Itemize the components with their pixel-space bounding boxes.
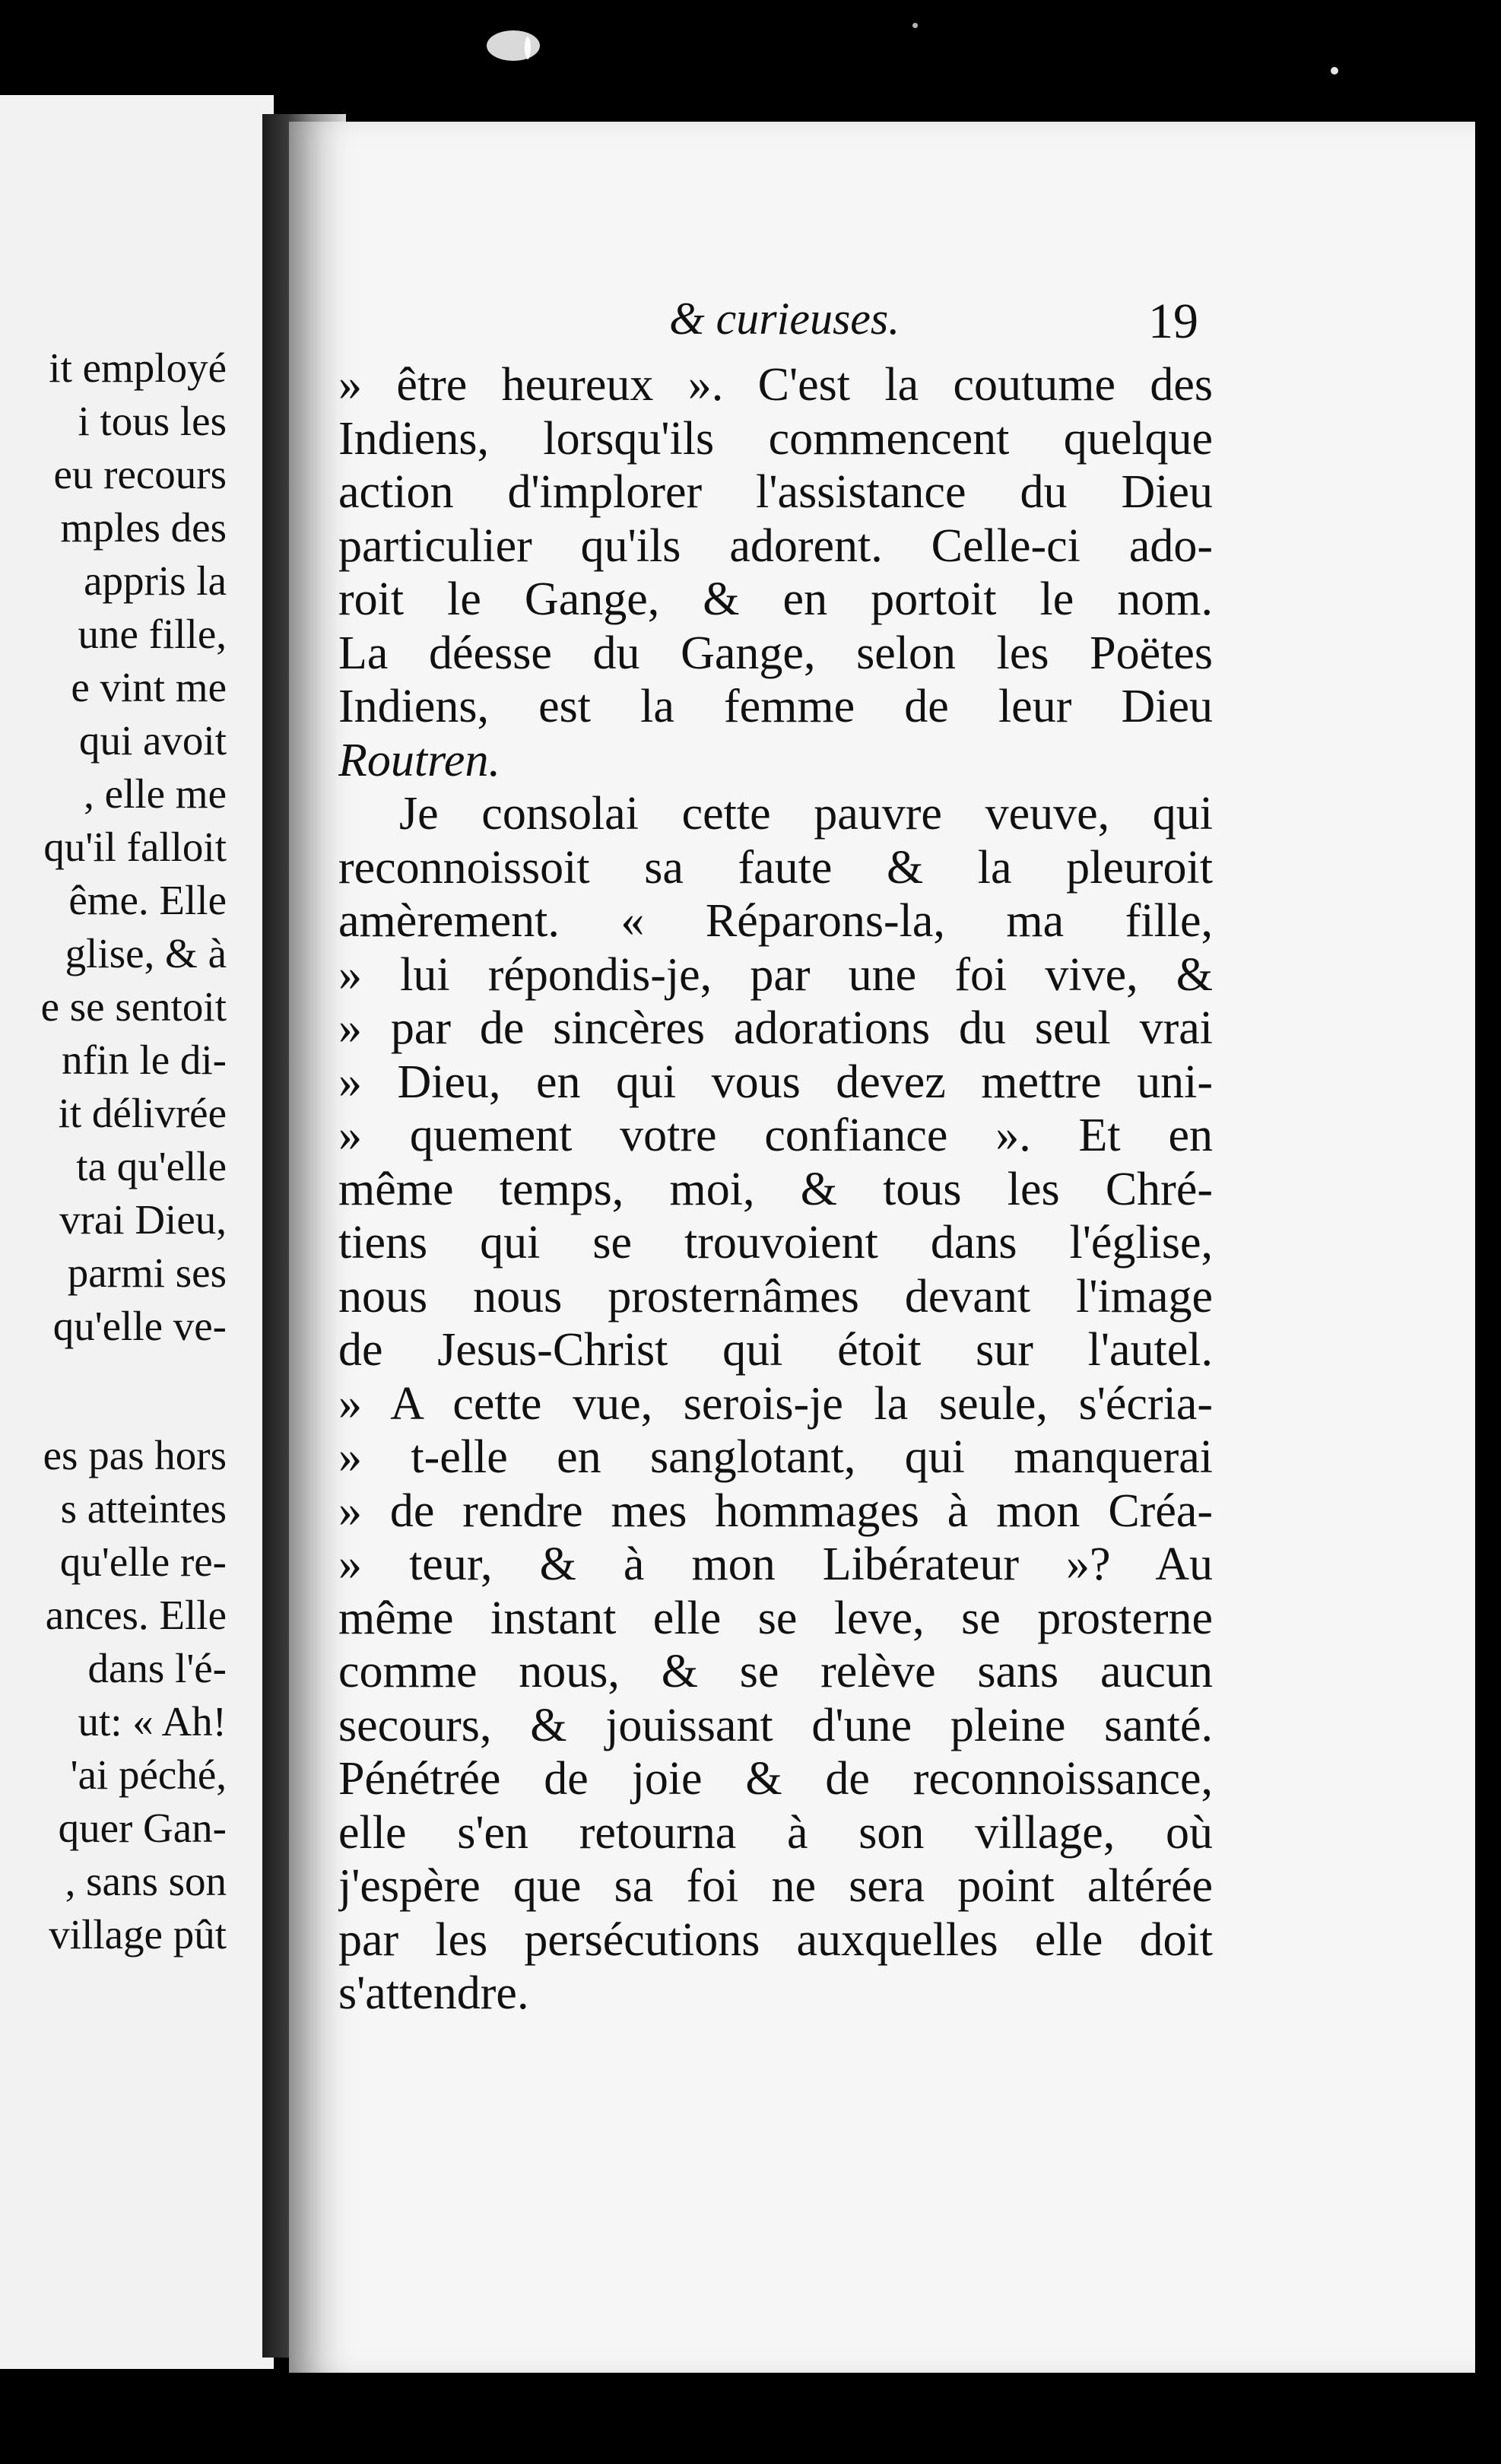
body-text-line: particulier qu'ils adorent. Celle-ci ado- xyxy=(338,520,1213,572)
body-text-line: comme nous, & se relève sans aucun xyxy=(338,1646,1213,1697)
left-page-line: appris la xyxy=(84,557,227,604)
left-page-line: quer Gan- xyxy=(58,1805,227,1851)
body-text-line: elle s'en retourna à son village, où xyxy=(338,1807,1213,1859)
body-text-line: » A cette vue, serois-je la seule, s'écria- xyxy=(338,1378,1213,1430)
left-page-line: , sans son xyxy=(65,1858,227,1904)
body-text-line: secours, & jouissant d'une pleine santé. xyxy=(338,1700,1213,1751)
body-text-line: Indiens, lorsqu'ils commencent quelque xyxy=(338,413,1213,465)
left-page-line: s atteintes xyxy=(60,1485,227,1532)
body-text-line: reconnoissoit sa faute & la pleuroit xyxy=(338,842,1213,894)
left-page-line: nfin le di- xyxy=(62,1037,227,1083)
body-text-line: Routren. xyxy=(338,735,500,786)
left-page-line: e se sentoit xyxy=(40,983,227,1030)
body-text-line: » quement votre confiance ». Et en xyxy=(338,1110,1213,1161)
body-text-line: » t-elle en sanglotant, qui manquerai xyxy=(338,1431,1213,1483)
running-head: & curieuses. xyxy=(669,294,900,344)
left-page-line: eu recours xyxy=(53,451,227,497)
body-text-line: nous nous prosternâmes devant l'image xyxy=(338,1271,1213,1322)
left-page-line: ances. Elle xyxy=(45,1592,227,1638)
body-text-line: La déesse du Gange, selon les Poëtes xyxy=(338,627,1213,679)
left-page-line: ta qu'elle xyxy=(76,1143,227,1189)
left-page-line: qu'elle ve- xyxy=(52,1303,227,1349)
body-text-line: » lui répondis-je, par une foi vive, & xyxy=(338,949,1213,1001)
left-page-line: ême. Elle xyxy=(68,877,227,923)
body-text-line: action d'implorer l'assistance du Dieu xyxy=(338,466,1213,518)
left-page-line: mples des xyxy=(60,504,227,551)
dust-speck xyxy=(912,23,918,28)
dust-speck xyxy=(525,37,531,59)
body-text-line: Je consolai cette pauvre veuve, qui xyxy=(399,788,1213,840)
left-page-line: 'ai péché, xyxy=(70,1751,227,1798)
left-page-line: qui avoit xyxy=(78,717,227,764)
dust-speck xyxy=(487,30,540,61)
left-page-line: parmi ses xyxy=(67,1249,227,1296)
body-text-line: tiens qui se trouvoient dans l'église, xyxy=(338,1217,1213,1269)
left-facing-page xyxy=(0,95,274,2369)
body-text-line: » Dieu, en qui vous devez mettre uni- xyxy=(338,1056,1213,1108)
left-page-line: village pût xyxy=(49,1911,227,1958)
left-page-line: une fille, xyxy=(78,611,227,657)
left-page-line: , elle me xyxy=(84,770,227,817)
body-text-line: j'espère que sa foi ne sera point altérée xyxy=(338,1860,1213,1912)
body-text-line: » être heureux ». C'est la coutume des xyxy=(338,359,1213,411)
left-page-line: ut: « Ah! xyxy=(78,1698,227,1745)
body-text-line: roit le Gange, & en portoit le nom. xyxy=(338,573,1213,625)
body-text-line: par les persécutions auxquelles elle doit xyxy=(338,1914,1213,1966)
left-page-line: vrai Dieu, xyxy=(59,1196,227,1243)
body-text-line: » de rendre mes hommages à mon Créa- xyxy=(338,1485,1213,1537)
body-text-line: Pénétrée de joie & de reconnoissance, xyxy=(338,1753,1213,1805)
left-page-line: it délivrée xyxy=(58,1090,227,1136)
page-number: 19 xyxy=(1148,294,1198,349)
left-page-line: glise, & à xyxy=(65,930,227,976)
left-page-line: dans l'é- xyxy=(87,1645,227,1691)
left-page-line: qu'il falloit xyxy=(43,824,227,870)
left-page-line: i tous les xyxy=(78,398,227,444)
left-page-line: e vint me xyxy=(71,664,227,710)
dust-speck xyxy=(1331,67,1338,75)
body-text-line: » par de sincères adorations du seul vrai xyxy=(338,1002,1213,1054)
body-text-line: même instant elle se leve, se prosterne xyxy=(338,1592,1213,1644)
body-text-line: amèrement. « Réparons-la, ma fille, xyxy=(338,895,1213,947)
left-page-line: qu'elle re- xyxy=(59,1538,227,1585)
body-text-line: Indiens, est la femme de leur Dieu xyxy=(338,681,1213,732)
left-page-line: it employé xyxy=(49,345,227,391)
body-text-line: » teur, & à mon Libérateur »? Au xyxy=(338,1538,1213,1590)
body-text-line: même temps, moi, & tous les Chré- xyxy=(338,1164,1213,1215)
body-text-line: de Jesus-Christ qui étoit sur l'autel. xyxy=(338,1324,1213,1376)
body-text-line: s'attendre. xyxy=(338,1967,529,2019)
left-page-line: es pas hors xyxy=(43,1432,227,1478)
